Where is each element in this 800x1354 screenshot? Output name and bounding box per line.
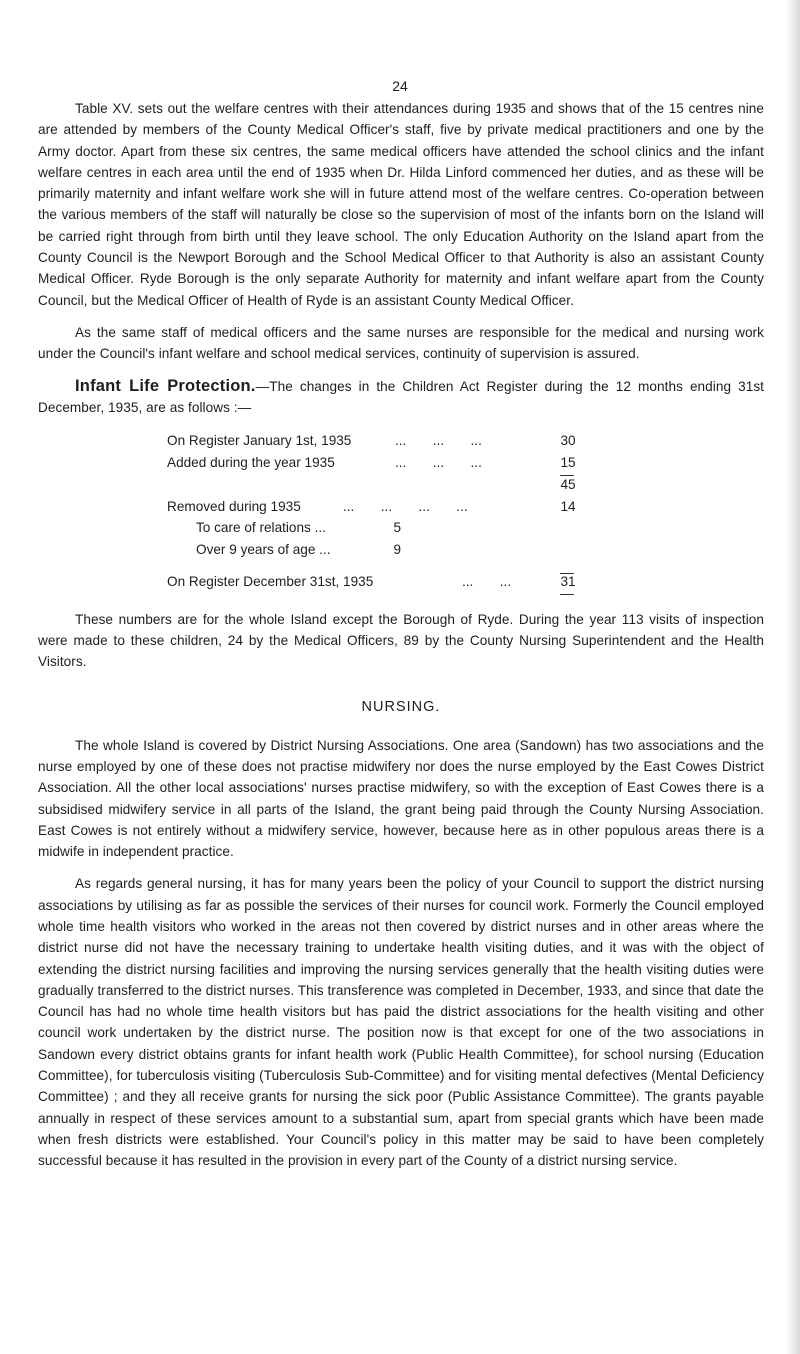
register-value: 30 bbox=[560, 433, 576, 449]
register-label: On Register January 1st, 1935 bbox=[167, 433, 352, 449]
page-content bbox=[38, 98, 764, 1172]
register-row-relations bbox=[38, 517, 764, 539]
register-row-over9 bbox=[38, 539, 764, 561]
register-table bbox=[38, 430, 764, 593]
register-value: 14 bbox=[560, 498, 576, 514]
register-row-december: On Register December 31st, 1935 ... ... 31 bbox=[38, 571, 764, 593]
infant-life-intro: —The changes in the Children Act Register during the 12 months ending 31st December, 1935, are as follows :— bbox=[38, 378, 764, 415]
page-number: 24 bbox=[392, 78, 408, 94]
register-subtotal: 45 bbox=[560, 476, 576, 492]
page-edge-shadow bbox=[786, 0, 800, 1354]
register-row-january: On Register January 1st, 1935 ... ... ... 30 bbox=[38, 430, 764, 452]
infant-life-paragraph bbox=[38, 376, 764, 419]
section-title-nursing: NURSING. bbox=[361, 698, 441, 715]
register-value: 31 bbox=[560, 573, 576, 589]
register-row-subtotal bbox=[38, 474, 764, 496]
register-subvalue: 5 bbox=[393, 520, 401, 536]
register-subvalue: 9 bbox=[393, 542, 401, 558]
register-label: To care of relations ... bbox=[196, 520, 326, 536]
register-label: Added during the year 1935 bbox=[167, 454, 335, 470]
register-row-added: Added during the year 1935 ... ... ... 15 bbox=[38, 452, 764, 474]
infant-life-heading: Infant Life Protection. bbox=[75, 376, 256, 395]
register-label: On Register December 31st, 1935 bbox=[167, 573, 374, 589]
register-label: Over 9 years of age ... bbox=[196, 542, 331, 558]
paragraph-district-nursing: The whole Island is covered by District Nursing Associations. One area (Sandown) has two associations and the nurse employed by one of these does not practise midwifery nor does the nurse employed by the East Cowes District Association. All the other local associations' nurses practise midwifery, so with the exception of East Cowes there is a subsidised midwifery service in all parts of the Island, the grant being paid through the County Nursing Association. East Cowes is not entirely without a midwifery service, however, because here as in other populous areas there is a midwife in independent practice. bbox=[38, 737, 764, 860]
sum-rule bbox=[560, 594, 574, 595]
paragraph-welfare-centres: Table XV. sets out the welfare centres with their attendances during 1935 and shows that of the 15 centres nine are attended by members of the County Medical Officer's staff, five by private medical practitioners and one by the Army doctor. Apart from these six centres, the same medical officers have attended the school clinics and the infant welfare centres in each area until the end of 1935 when Dr. Hilda Linford commenced her duties, and as these will be primarily maternity and infant welfare work she will in future attend most of the welfare centres. Co-operation between the various members of the staff will naturally be close so the supervision of most of the infants born on the Island will be carried right through from birth until they leave school. The only Education Authority on the Island apart from the County Council is the Newport Borough and the School Medical Officer to that Authority is also an assistant County Medical Officer. Ryde Borough is the only separate Authority for maternity and infant welfare apart from the County Council, but the Medical Officer of Health of Ryde is an assistant County Medical Officer. bbox=[38, 101, 764, 308]
register-row-removed: Removed during 1935 ... ... ... ... 14 bbox=[38, 496, 764, 518]
paragraph-general-nursing: As regards general nursing, it has for many years been the policy of your Council to support the district nursing associations by utilising as far as possible the services of their nurses for council work. Formerly the Council employed whole time health visitors who worked in the areas not then covered by district nurses and in other areas where the district nurse did not have the necessary training to undertake health visiting duties, and it was with the object of extending the district nursing facilities and improving the nursing services generally that the health visiting duties were gradually transferred to the district nurses. This transference was completed in December, 1933, and since that date the Council has had no whole time health visitors but has paid the district associations for the health visiting and other council work undertaken by the district nurse. The position now is that except for one of the two associations in Sandown every district obtains grants for infant health work (Public Health Committee), for school nursing (Education Committee), for tuberculosis visiting (Tuberculosis Sub-Committee) and for visiting mental defectives (Mental Deficiency Committee) ; and they all receive grants for nursing the sick poor (Public Assistance Committee). The grants payable annually in respect of these services amount to a substantial sum, apart from special grants which have been made when fresh districts were established. Your Council's policy in this matter may be said to have been completely successful because it has resulted in the provision in every part of the County of a district nursing service. bbox=[38, 876, 764, 1169]
register-label: Removed during 1935 bbox=[167, 498, 301, 514]
paragraph-continuity: As the same staff of medical officers and the same nurses are responsible for the medical and nursing work under the Council's infant welfare and school medical services, continuity of supervision is assured. bbox=[38, 324, 764, 362]
paragraph-inspection-visits: These numbers are for the whole Island except the Borough of Ryde. During the year 113 visits of inspection were made to these children, 24 by the Medical Officers, 89 by the County Nursing Superintendent and the Health Visitors. bbox=[38, 611, 764, 670]
register-value: 15 bbox=[560, 454, 576, 470]
